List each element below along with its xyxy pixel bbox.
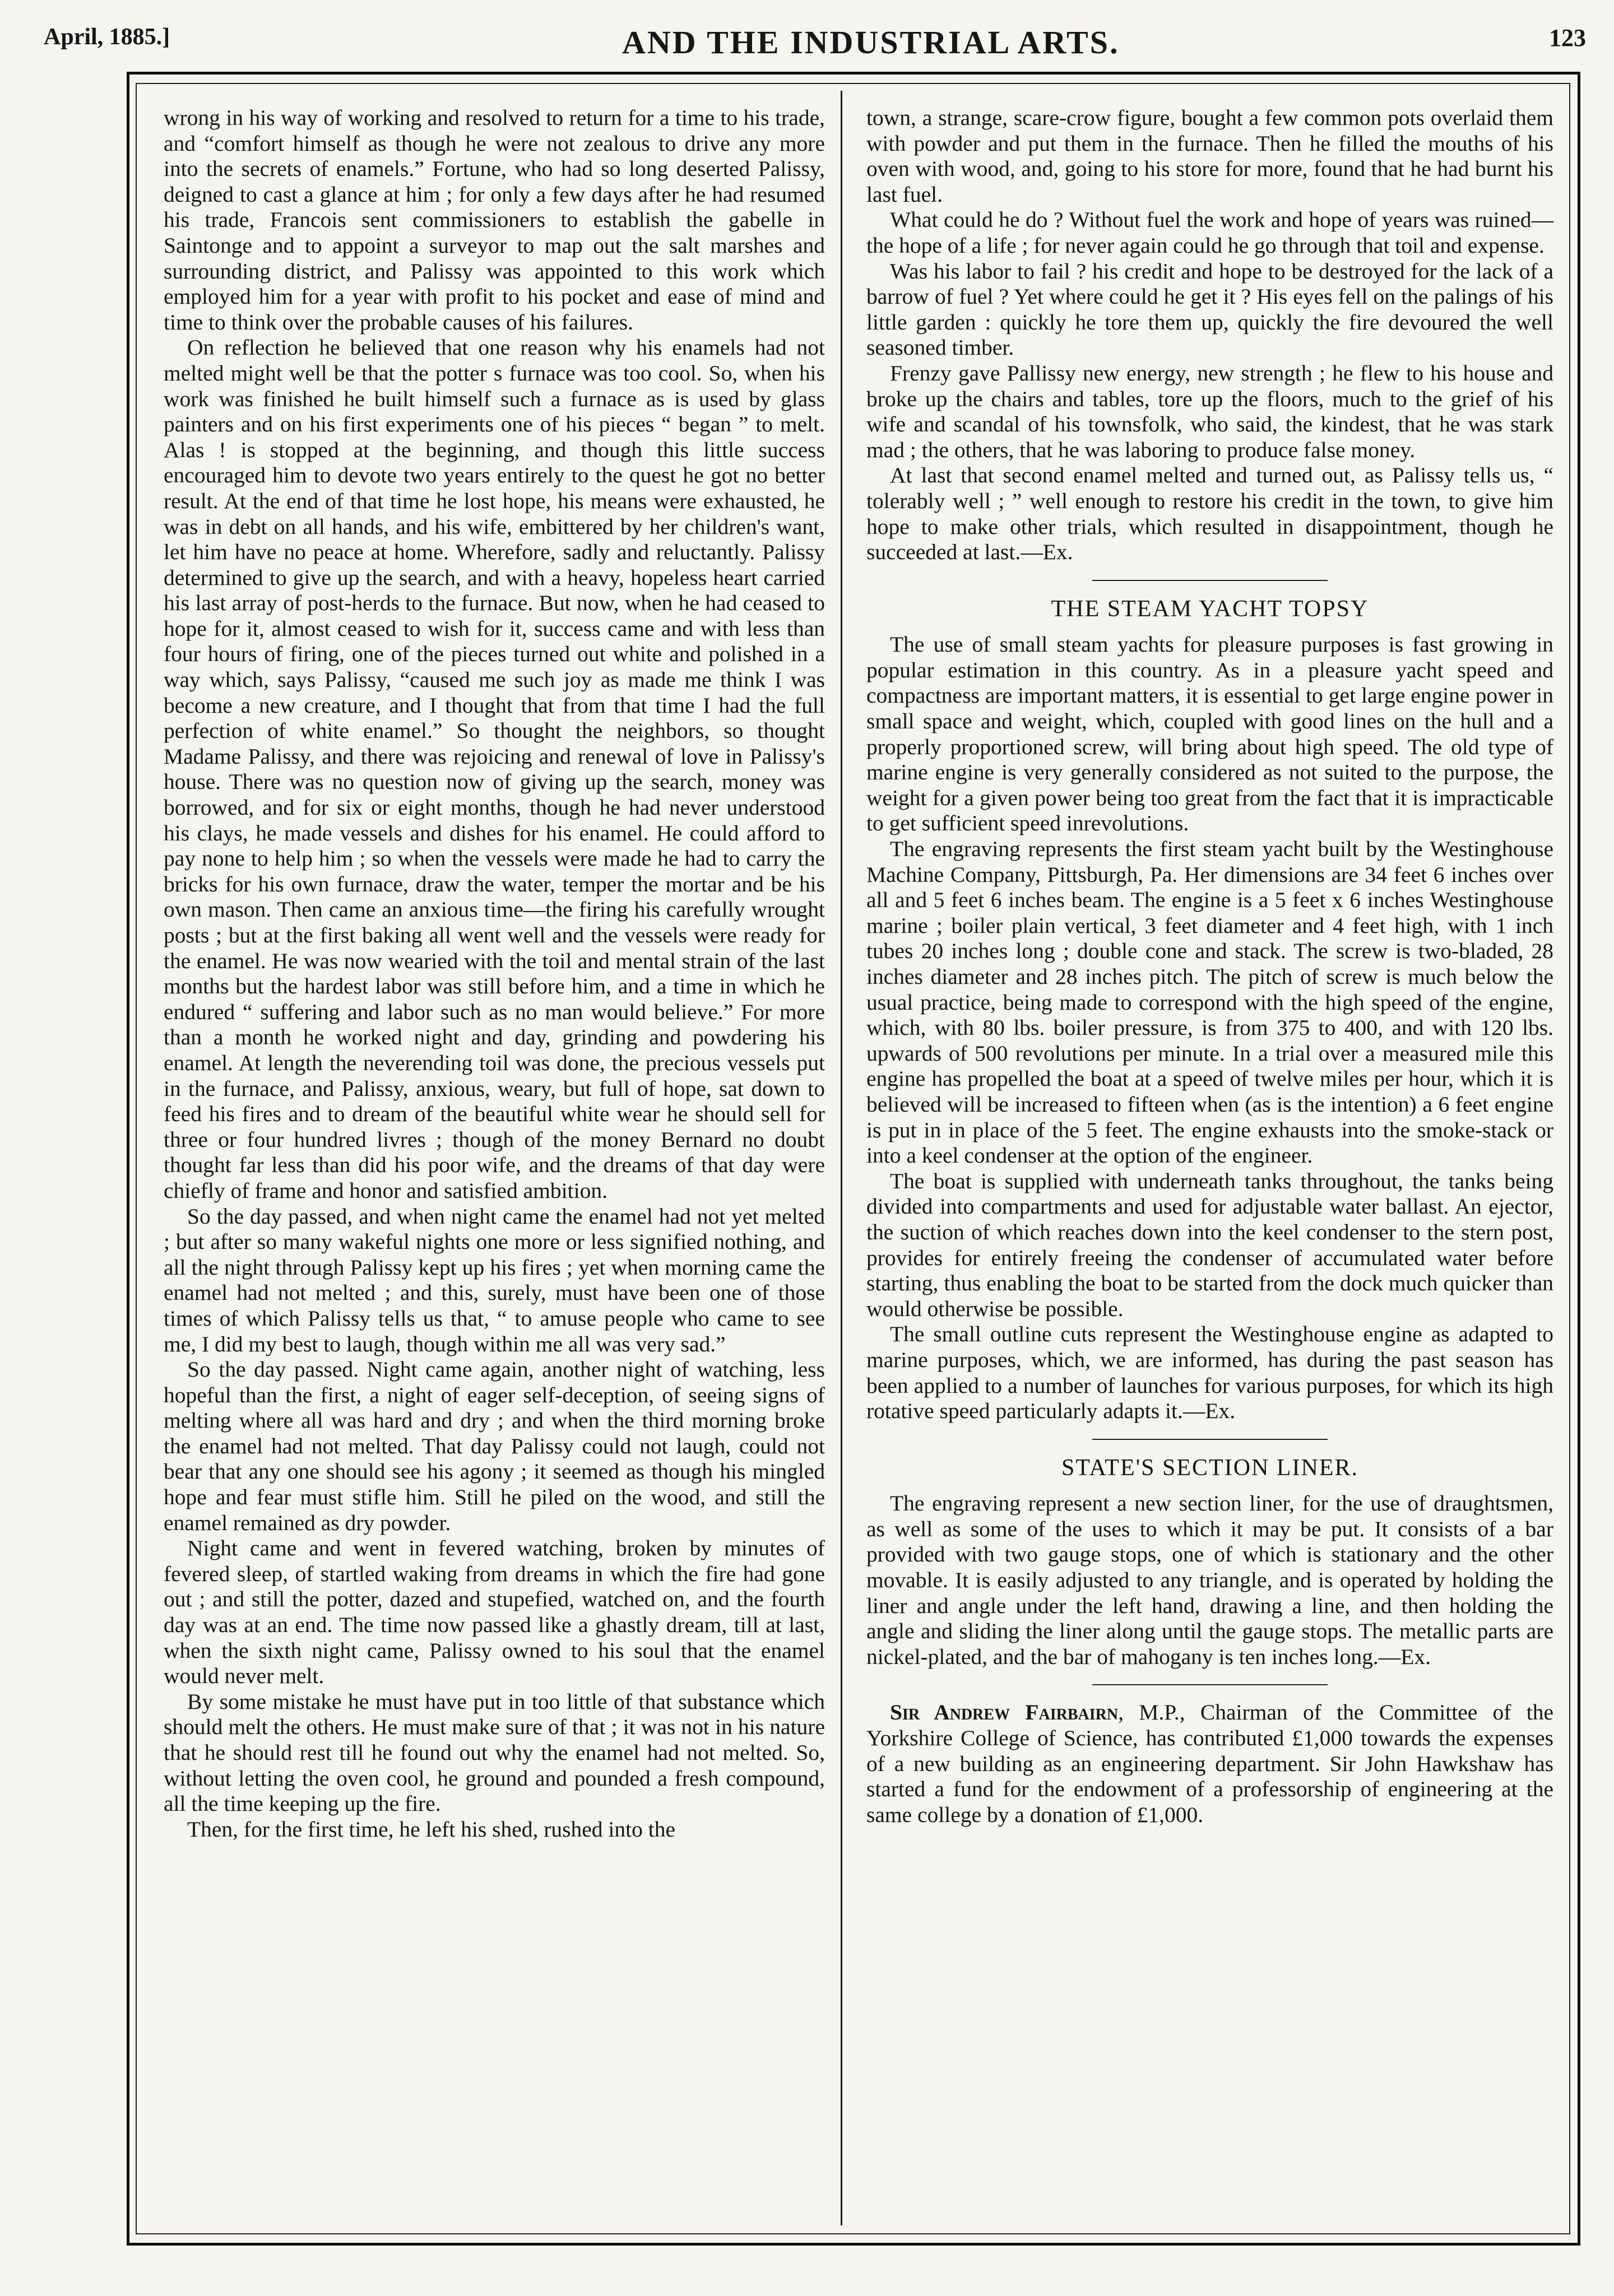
paragraph: [866, 1700, 1553, 1828]
paragraph: The engraving represents the first steam yacht built by the Westinghouse Machine Company, Pittsburgh, Pa. Her dimensions are 34 feet 6 inches over all and 5 feet 6 inches beam. The engine is a 5 feet x 6 inches Westinghouse marine ; boiler plain vertical, 3 feet diameter and 4 feet high, with 1 inch tubes 20 inches long ; double cone and stack. The screw is two-bladed, 28 inches diameter and 28 inches pitch. The pitch of screw is much below the usual practice, being made to correspond with the high speed of the engine, which, with 80 lbs. boiler pressure, is from 375 to 400, and with 120 lbs. upwards of 500 revolutions per minute. In a trial over a measured mile this engine has propelled the boat at a speed of twelve miles per hour, which it is believed will be increased to fifteen when (as is the intention) a 6 feet engine is put in in place of the 5 feet. The engine exhausts into the smoke-stack or into a keel condenser at the option of the engineer.: [866, 836, 1553, 1168]
column-divider: [841, 91, 842, 2225]
paragraph: Was his labor to fail ? his credit and hope to be destroyed for the lack of a barrow of fuel ? Yet where could he get it ? His eyes fell on the palings of his little garden : quickly he tore them up, quickly the fire devoured the well seasoned timber.: [866, 258, 1553, 360]
paragraph: On reflection he believed that one reason why his enamels had not melted might well be that the potter s furnace was too cool. So, when his work was finished he built himself such a furnace as is used by glass painters and on his first experiments one of his pieces “ began ” to melt. Alas ! is stopped at the beginning, and though this little success encouraged him to devote two years entirely to the quest he got no better result. At the end of that time he lost hope, his means were exhausted, he was in debt on all hands, and his wife, embittered by her children's want, let him have no peace at home. Wherefore, sadly and reluctantly. Palissy determined to give up the search, and with a heavy, hopeless heart carried his last array of post-herds to the furnace. But now, when he had ceased to hope for it, almost ceased to wish for it, success came and with less than four hours of firing, one of the pieces turned out white and polished in a way which, says Palissy, “caused me such joy as made me think I was become a new creature, and I thought that from that time I had the full perfection of white enamel.” So thought the neighbors, so thought Madame Palissy, and there was rejoicing and renewal of love in Palissy's house. There was no question now of giving up the search, money was borrowed, and for six or eight months, though he had never understood his clays, he made vessels and dishes for his enamel. He could afford to pay none to help him ; so when the vessels were made he had to carry the bricks for his own furnace, draw the water, temper the mortar and be his own mason. Then came an anxious time—the firing his carefully wrought posts ; but at the first baking all went well and the vessels were ready for the enamel. He was now wearied with the toil and mental strain of the last months but the hardest labor was still before him, and a time in which he endured “ suffering and labor such as no man would believe.” For more than a month he worked night and day, grinding and powdering his enamel. At length the neverending toil was done, the precious vessels put in the furnace, and Palissy, anxious, weary, but full of hope, sat down to feed his fires and to dream of the beautiful white wear he should sell for three or four hundred livres ; though of the money Bernard no doubt thought far less than did his poor wife, and the dreams of that day were chiefly of frame and honor and satisfied ambition.: [164, 335, 825, 1203]
paragraph: By some mistake he must have put in too little of that substance which should melt the others. He must make sure of that ; it was not in his nature that he should rest till he found out why the enamel had not melted. So, without letting the oven cool, he ground and pounded a fresh compound, all the time keeping up the fire.: [164, 1689, 825, 1816]
paragraph: The small outline cuts represent the Westinghouse engine as adapted to marine purposes, which, we are informed, has during the past season has been applied to a number of launches for various purposes, for which its high rotative speed particularly adapts it.—Ex.: [866, 1322, 1553, 1424]
left-column: [164, 105, 825, 1842]
paragraph: What could he do ? Without fuel the work and hope of years was ruined—the hope of a life ; for never again could he go through that toil and expense.: [866, 207, 1553, 258]
page-header: [39, 13, 1586, 67]
paragraph-text: , M.P., Chairman of the Committee of the Yorkshire College of Science, has contributed £1,000 towards the expenses of a new building as an engineering department. Sir John Hawkshaw has started a fund for the endowment of a professorship of engineering at the same college by a donation of £1,000.: [866, 1700, 1553, 1827]
right-column: [866, 105, 1553, 1828]
paragraph: Night came and went in fevered watching, broken by minutes of fevered sleep, of startled waking from dreams in which the fire had gone out ; and still the potter, dazed and stupefied, watched on, and the fourth day was at an end. The time now passed like a ghastly dream, till at last, when the sixth night came, Palissy owned to his soul that the enamel would never melt.: [164, 1536, 825, 1689]
paragraph: The engraving represent a new section liner, for the use of draughtsmen, as well as some of the uses to which it may be put. It consists of a bar provided with two gauge stops, one of which is stationary and the other movable. It is easily adjusted to any triangle, and is operated by holding the liner and angle under the left hand, drawing a line, and then holding the angle and sliding the liner along until the gauge stops. The metallic parts are nickel-plated, and the bar of mahogany is ten inches long.—Ex.: [866, 1491, 1553, 1669]
section-divider: [1092, 580, 1328, 581]
section-divider: [1092, 1684, 1328, 1685]
person-name: Sir Andrew Fairbairn: [890, 1700, 1119, 1725]
issue-date: April, 1885.]: [44, 24, 170, 50]
paragraph: At last that second enamel melted and turned out, as Palissy tells us, “ tolerably well ; ” well enough to restore his credit in the town, to give him hope to make other trials, which resulted in disappointment, though he succeeded at last.—Ex.: [866, 463, 1553, 565]
paragraph: wrong in his way of working and resolved to return for a time to his trade, and “comfort himself as though he were not zealous to drive any more into the secrets of enamels.” Fortune, who had so long deserted Palissy, deigned to cast a glance at him ; for only a few days after he had resumed his trade, Francois sent commissioners to establish the gabelle in Saintonge and to appoint a surveyor to map out the salt marshes and surrounding district, and Palissy was appointed to this work which employed him for a year with profit to his pocket and ease of mind and time to think over the probable causes of his failures.: [164, 105, 825, 334]
paragraph: Then, for the first time, he left his shed, rushed into the: [187, 1816, 675, 1842]
paragraph: So the day passed, and when night came the enamel had not yet melted ; but after so many wakeful nights one more or less signified nothing, and all the night through Palissy kept up his fires ; yet when morning came the enamel had not melted ; and this, surely, must have been one of those times of which Palissy tells us that, “ to amuse people who came to see me, I did my best to laugh, though within me all was very sad.”: [164, 1203, 825, 1356]
paragraph: The use of small steam yachts for pleasure purposes is fast growing in popular estimation in this country. As in a pleasure yacht speed and compactness are important matters, it is essential to get large engine power in small space and weight, which, coupled with good lines on the hull and a properly proportioned screw, will bring about high speed. The old type of marine engine is very generally considered as not suited to the purpose, the weight for a given power being too great from the fact that it is impracticable to get sufficient speed inrevolutions.: [866, 632, 1553, 836]
article-heading-section-liner: STATE'S SECTION LINER.: [1061, 1454, 1359, 1481]
paragraph: The boat is supplied with underneath tanks throughout, the tanks being divided into compartments and used for adjustable water ballast. An ejector, the suction of which reaches down into the keel condenser to the stern post, provides for entirely freeing the condenser of accumulated water before starting, thus enabling the boat to be started from the dock much quicker than would otherwise be possible.: [866, 1168, 1553, 1321]
paragraph: So the day passed. Night came again, another night of watching, less hopeful than the first, a night of eager self-deception, of seeing signs of melting where all was hard and dry ; and when the third morning broke the enamel had not melted. That day Palissy could not laugh, could not bear that any one should see his agony ; it seemed as though his mingled hope and fear must stifle him. Still he piled on the wood, and still the enamel remained as dry powder.: [164, 1357, 825, 1535]
paragraph: town, a strange, scare-crow figure, bought a few common pots overlaid them with powder and put them in the furnace. Then he filled the mouths of his oven with wood, and, going to his store for more, found that he had burnt his last fuel.: [866, 105, 1553, 207]
page-number: 123: [1549, 24, 1586, 52]
paragraph: Frenzy gave Pallissy new energy, new strength ; he flew to his house and broke up the chairs and tables, tore up the floors, much to the grief of his wife and scandal of his townsfolk, who said, the kindest, that he was stark mad ; the others, that he was laboring to produce false money.: [866, 360, 1553, 462]
section-divider: [1092, 1439, 1328, 1440]
article-heading-steam-yacht: THE STEAM YACHT TOPSY: [1051, 596, 1369, 622]
running-title: AND THE INDUSTRIAL ARTS.: [622, 24, 1120, 61]
